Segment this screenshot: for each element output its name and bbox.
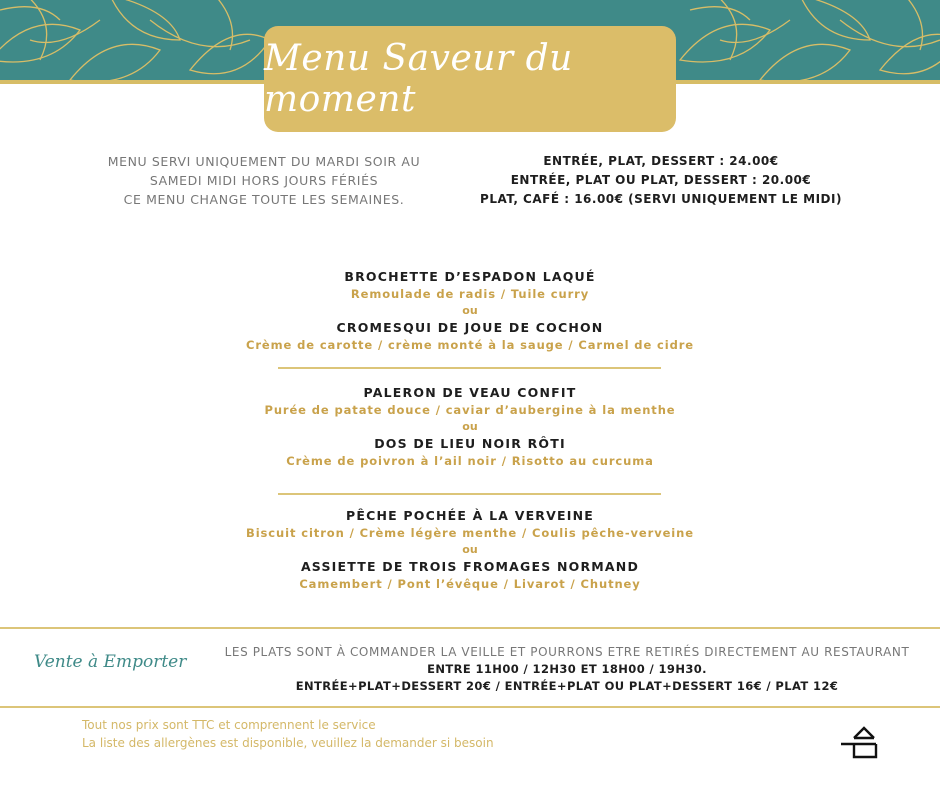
price-line: ENTRÉE, PLAT, DESSERT : 24.00€ xyxy=(543,154,779,168)
dish-description: Crème de poivron à l’ail noir / Risotto au curcuma xyxy=(286,454,654,468)
or-separator: ou xyxy=(462,543,478,556)
price-line: PLAT, CAFÉ : 16.00€ (SERVI UNIQUEMENT LE MIDI) xyxy=(480,192,842,206)
takeaway-hours: ENTRE 11H00 / 12H30 ET 18H00 / 19H30. xyxy=(427,662,707,676)
dish-name: ASSIETTE DE TROIS FROMAGES NORMAND xyxy=(300,559,640,574)
title-panel xyxy=(264,26,676,132)
takeaway-prices: ENTRÉE+PLAT+DESSERT 20€ / ENTRÉE+PLAT OU PLAT+DESSERT 16€ / PLAT 12€ xyxy=(295,679,839,693)
house-logo-icon xyxy=(840,724,882,760)
service-info-line: SAMEDI MIDI HORS JOURS FÉRIÉS xyxy=(149,173,379,188)
service-info-line: MENU SERVI UNIQUEMENT DU MARDI SOIR AU xyxy=(107,154,421,169)
price-line: ENTRÉE, PLAT OU PLAT, DESSERT : 20.00€ xyxy=(510,173,812,187)
course-dessert xyxy=(170,507,770,593)
takeaway-bottom-border xyxy=(0,706,940,708)
dish-name: PÊCHE POCHÉE À LA VERVEINE xyxy=(346,508,594,523)
takeaway-top-border xyxy=(0,627,940,629)
footer-notes xyxy=(82,716,494,752)
takeaway-info xyxy=(214,644,920,695)
dish-description: Crème de carotte / crème monté à la sauge / Carmel de cidre xyxy=(245,338,695,352)
dish-description: Remoulade de radis / Tuile curry xyxy=(350,287,590,301)
dish-name: PALERON DE VEAU CONFIT xyxy=(363,385,577,400)
price-info xyxy=(476,152,846,209)
or-separator: ou xyxy=(462,420,478,433)
dish-name: DOS DE LIEU NOIR RÔTI xyxy=(374,436,566,451)
or-separator: ou xyxy=(462,304,478,317)
takeaway-line: LES PLATS SONT À COMMANDER LA VEILLE ET POURRONS ETRE RETIRÉS DIRECTEMENT AU RESTAURANT xyxy=(224,645,910,659)
dish-description: Purée de patate douce / caviar d’aubergine à la menthe xyxy=(264,403,676,417)
footer-note: Tout nos prix sont TTC et comprennent le service xyxy=(82,718,376,732)
footer-note: La liste des allergènes est disponible, veuillez la demander si besoin xyxy=(82,736,494,750)
dish-name: BROCHETTE D’ESPADON LAQUÉ xyxy=(344,269,596,284)
course-divider xyxy=(278,493,661,495)
page-title: Menu Saveur du moment xyxy=(264,38,573,120)
service-info xyxy=(84,152,444,209)
dish-name: CROMESQUI DE JOUE DE COCHON xyxy=(336,320,604,335)
course-starter xyxy=(170,268,770,354)
dish-description: Camembert / Pont l’évêque / Livarot / Chutney xyxy=(299,577,641,591)
takeaway-heading: Vente à Emporter xyxy=(34,652,187,672)
dish-description: Biscuit citron / Crème légère menthe / Coulis pêche-verveine xyxy=(246,526,694,540)
service-info-line: CE MENU CHANGE TOUTE LES SEMAINES. xyxy=(123,192,405,207)
course-divider xyxy=(278,367,661,369)
course-main xyxy=(170,384,770,470)
